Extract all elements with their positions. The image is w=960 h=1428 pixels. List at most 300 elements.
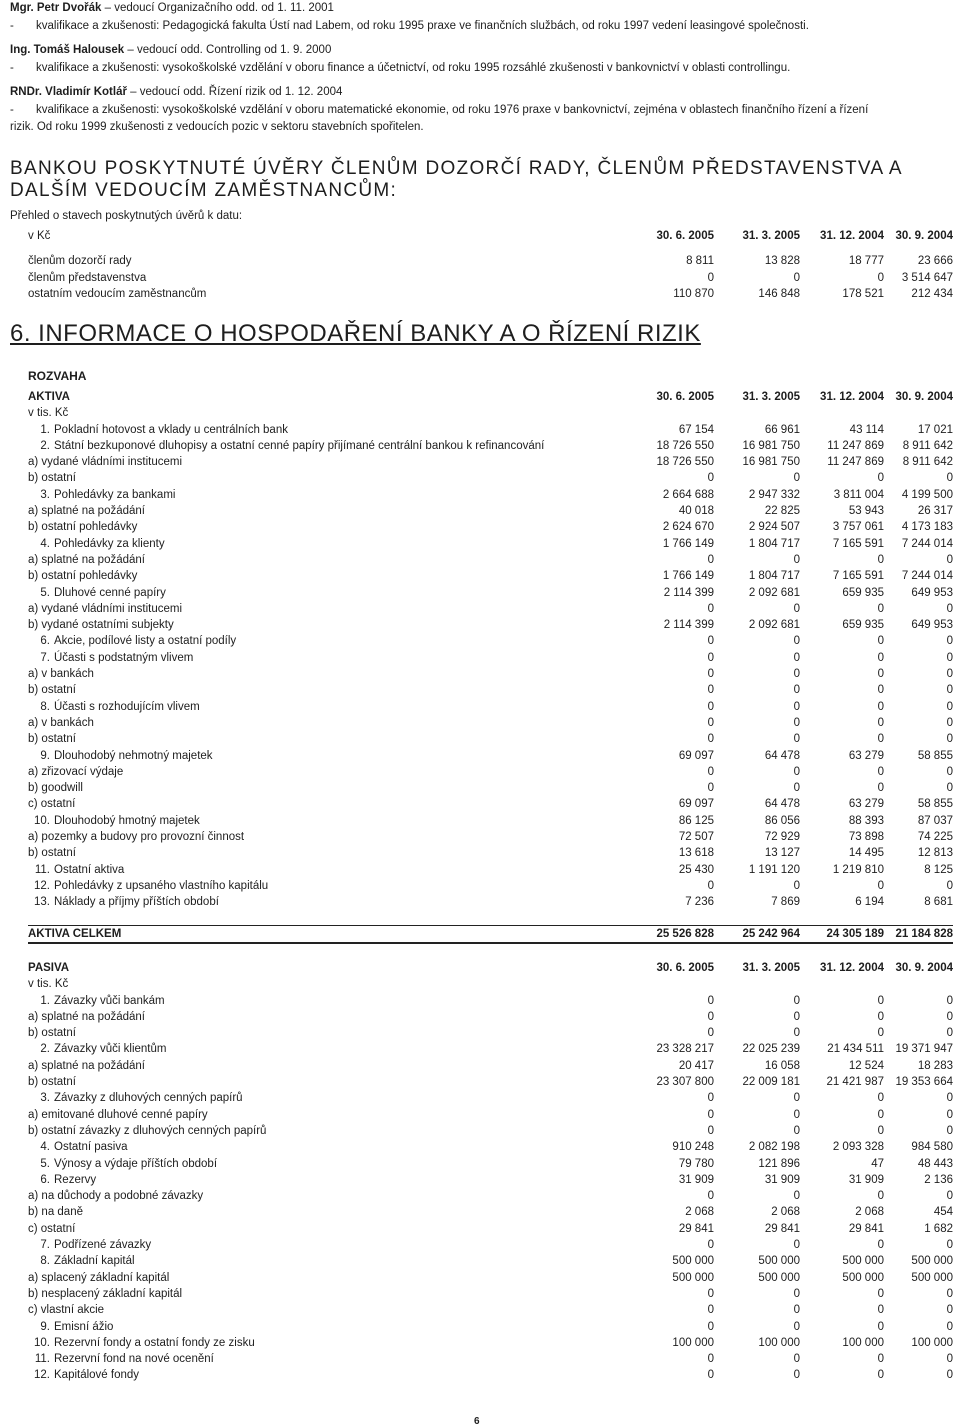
value-cell: 0 (877, 700, 884, 713)
row-label-text: Základní kapitál (54, 1255, 135, 1268)
value-cell: 2 068 (855, 1206, 884, 1219)
loans-intro: Přehled o stavech poskytnutých úvěrů k datu: (10, 210, 243, 222)
value-cell: 23 328 217 (656, 1043, 714, 1056)
value-cell: 910 248 (672, 1141, 714, 1154)
section-6-heading: 6. INFORMACE O HOSPODAŘENÍ BANKY A O ŘÍZENÍ RIZIK (10, 320, 701, 347)
value-cell: 0 (946, 1369, 953, 1382)
value-cell: 0 (707, 1027, 714, 1040)
row-label-text: Účasti s rozhodujícím vlivem (54, 700, 200, 713)
dash-marker: - (10, 61, 14, 74)
value-cell: 0 (707, 651, 714, 664)
value-cell: 500 000 (842, 1255, 884, 1268)
table-row (28, 780, 953, 796)
row-number: 12. (34, 879, 50, 892)
row-label: AKTIVA CELKEM (28, 925, 608, 943)
value-cell: 454 (933, 1206, 953, 1219)
row-label (28, 1172, 608, 1188)
value-cell: 3 514 647 (901, 271, 953, 284)
table-row (28, 1319, 953, 1335)
table-row (28, 1204, 953, 1220)
table-row (28, 715, 953, 731)
column-header-date: 31. 3. 2005 (742, 391, 800, 403)
table-row (28, 633, 953, 649)
row-label-text: b) goodwill (28, 782, 83, 795)
row-label-text: c) vlastní akcie (28, 1304, 105, 1317)
value-cell: 0 (707, 668, 714, 681)
table-row (28, 731, 953, 747)
row-label (28, 519, 608, 535)
value-cell: 0 (877, 472, 884, 485)
value-cell: 0 (793, 553, 800, 566)
value-cell: 2 947 332 (748, 488, 800, 501)
dash-marker: - (10, 103, 14, 116)
value-cell: 0 (877, 1369, 884, 1382)
value-cell: 0 (707, 1092, 714, 1105)
value-cell: 500 000 (672, 1255, 714, 1268)
value-cell: 0 (946, 1287, 953, 1300)
value-cell: 212 434 (911, 287, 953, 300)
row-label (28, 1123, 608, 1139)
row-label (28, 617, 608, 633)
value-cell: 86 125 (678, 814, 714, 827)
person-role: – vedoucí odd. Řízení rizik od 1. 12. 2004 (126, 86, 343, 98)
table-row (28, 253, 953, 269)
value-cell: 40 018 (678, 505, 714, 518)
table-row (28, 878, 953, 894)
value-cell: 16 981 750 (742, 439, 800, 452)
value-cell: 11 247 869 (827, 456, 884, 469)
value-cell: 72 929 (764, 831, 800, 844)
qualification-text: kvalifikace a zkušenosti: Pedagogická fakulta Ústí nad Labem, od roku 1995 praxe ve finančních službách, od roku 1997 vedení leasingové společnosti. (36, 19, 809, 32)
value-cell: 0 (793, 271, 800, 284)
row-label-text: a) pozemky a budovy pro provozní činnost (28, 831, 245, 844)
value-cell: 21 421 987 (826, 1076, 884, 1089)
page-number: 6 (474, 1416, 480, 1427)
table-row (28, 1286, 953, 1302)
table-row (28, 1041, 953, 1057)
row-label-text: Závazky z dluhových cenných papírů (54, 1092, 243, 1105)
bio-dvorak (10, 0, 955, 18)
row-label (28, 633, 608, 649)
person-name: RNDr. Vladimír Kotlář (10, 86, 127, 98)
value-cell: 86 056 (764, 814, 800, 827)
value-cell: 14 495 (848, 847, 884, 860)
row-label-text: Emisní ážio (54, 1320, 114, 1333)
table-row (28, 617, 953, 633)
row-label (28, 601, 608, 617)
value-cell: 0 (793, 1320, 800, 1333)
value-cell: 69 097 (678, 798, 714, 811)
row-label (28, 1237, 608, 1253)
table-row (28, 1172, 953, 1188)
row-label-text: Ostatní aktiva (54, 863, 125, 876)
value-cell: 649 953 (911, 619, 953, 632)
value-cell: 19 371 947 (895, 1043, 953, 1056)
value-cell: 500 000 (911, 1271, 953, 1284)
table-row (28, 845, 953, 861)
value-cell: 8 911 642 (902, 439, 953, 452)
table-row (28, 1253, 953, 1269)
unit-row-text: v tis. Kč (28, 407, 69, 420)
value-cell: 0 (793, 1239, 800, 1252)
assets-table (28, 389, 953, 944)
column-header-date: 31. 12. 2004 (820, 230, 884, 242)
value-cell: 23 307 800 (656, 1076, 714, 1089)
row-label (28, 878, 608, 894)
value-cell: 26 317 (917, 505, 953, 518)
table-row (28, 764, 953, 780)
row-label-text: Rezervní fondy a ostatní fondy ze zisku (54, 1336, 255, 1349)
value-cell: 73 898 (848, 831, 884, 844)
value-cell: 0 (793, 668, 800, 681)
column-header-date: 31. 3. 2005 (742, 962, 800, 974)
value-cell: 0 (707, 271, 714, 284)
row-number: 6. (40, 1173, 50, 1186)
value-cell: 0 (793, 684, 800, 697)
value-cell: 0 (793, 765, 800, 778)
value-cell: 53 943 (848, 505, 884, 518)
management-bios (10, 0, 955, 137)
row-label (28, 438, 608, 454)
table-row (28, 1025, 953, 1041)
value-cell: 8 911 642 (902, 456, 953, 469)
table-row (28, 1237, 953, 1253)
value-cell: 0 (877, 1287, 884, 1300)
value-cell: 0 (946, 1353, 953, 1366)
table-row (28, 829, 953, 845)
value-cell: 2 092 681 (748, 586, 800, 599)
value-cell: 21 434 511 (827, 1043, 884, 1056)
row-label-text: Kapitálové fondy (54, 1369, 140, 1382)
value-cell: 47 (871, 1157, 884, 1170)
value-cell: 7 244 014 (901, 537, 953, 550)
value-cell: 13 828 (764, 255, 800, 268)
value-cell: 2 924 507 (748, 521, 800, 534)
value-cell: 178 521 (842, 287, 884, 300)
row-label (28, 796, 608, 812)
value-cell: 146 848 (758, 287, 800, 300)
row-label-text: a) emitované dluhové cenné papíry (28, 1108, 208, 1121)
value-cell: 100 000 (842, 1336, 884, 1349)
value-cell: 0 (946, 994, 953, 1007)
value-cell: 0 (946, 879, 953, 892)
qualification-text: kvalifikace a zkušenosti: vysokoškolské vzdělání v oboru matematické ekonomie, od roku 1976 praxe v bankovnictví, zejména v oblastech finančního řízení a řízení (36, 103, 869, 116)
value-cell: 18 726 550 (656, 456, 714, 469)
table-row (28, 286, 953, 302)
value-cell: 0 (793, 879, 800, 892)
row-label (28, 470, 608, 486)
value-cell: 0 (946, 668, 953, 681)
table-row (28, 1188, 953, 1204)
row-label-text: b) na daně (28, 1206, 83, 1219)
value-cell: 0 (877, 635, 884, 648)
value-cell: 8 811 (686, 255, 714, 268)
value-cell: 1 219 810 (832, 863, 884, 876)
row-label-text: a) vydané vládními institucemi (28, 456, 183, 469)
row-number: 7. (40, 1239, 50, 1252)
value-cell: 0 (877, 553, 884, 566)
table-row (28, 1009, 953, 1025)
table-row (28, 585, 953, 601)
value-cell: 8 125 (924, 863, 953, 876)
row-label-text: Dluhové cenné papíry (54, 586, 166, 599)
value-cell: 500 000 (758, 1255, 800, 1268)
value-cell: 22 009 181 (742, 1076, 800, 1089)
value-cell: 16 981 750 (742, 456, 800, 469)
value-cell: 0 (877, 1190, 884, 1203)
value-cell: 18 283 (917, 1059, 953, 1072)
row-number: 13. (34, 896, 50, 909)
value-cell: 2 068 (771, 1206, 800, 1219)
value-cell: 0 (793, 733, 800, 746)
value-cell: 3 757 061 (832, 521, 884, 534)
value-cell: 0 (877, 668, 884, 681)
row-label (28, 780, 608, 796)
bio-kotlar-qualification (10, 102, 955, 120)
row-label-text: Dlouhodobý nehmotný majetek (54, 749, 213, 762)
table-row (28, 487, 953, 503)
row-label (28, 862, 608, 878)
row-label (28, 699, 608, 715)
row-number: 1. (40, 423, 50, 436)
row-label-text: b) ostatní (28, 847, 76, 860)
row-label (28, 1270, 608, 1286)
value-cell: 31 909 (848, 1173, 884, 1186)
value-cell: 0 (946, 635, 953, 648)
bio-halousek-qualification (10, 60, 955, 78)
value-cell: 659 935 (842, 586, 884, 599)
table-row (28, 682, 953, 698)
row-number: 5. (40, 1157, 50, 1170)
row-label (28, 1319, 608, 1335)
value-cell: 2 114 399 (663, 586, 714, 599)
row-label-text: b) ostatní závazky z dluhových cenných papírů (28, 1124, 267, 1137)
value-cell: 2 082 198 (748, 1141, 800, 1154)
row-label-text: a) splatné na požádání (28, 505, 146, 518)
row-number: 8. (40, 700, 50, 713)
value-cell: 0 (707, 1353, 714, 1366)
table-row (28, 1335, 953, 1351)
row-label-text: Výnosy a výdaje příštích období (54, 1157, 218, 1170)
table-row (28, 470, 953, 486)
row-label-text: Pokladní hotovost a vklady u centrálních bank (54, 423, 288, 436)
value-cell: 0 (946, 716, 953, 729)
row-label (28, 682, 608, 698)
table-header-row (28, 228, 953, 244)
row-number: 9. (40, 749, 50, 762)
value-cell: 72 507 (678, 831, 714, 844)
row-label-text: a) splatné na požádání (28, 1059, 146, 1072)
row-label (28, 585, 608, 601)
value-cell: 0 (793, 1027, 800, 1040)
value-cell: 0 (707, 1190, 714, 1203)
value-cell: 0 (946, 1092, 953, 1105)
person-role: – vedoucí odd. Controlling od 1. 9. 2000 (124, 44, 332, 56)
value-cell: 0 (793, 1108, 800, 1121)
row-label (28, 731, 608, 747)
column-header-label: AKTIVA (28, 391, 70, 403)
row-label (28, 568, 608, 584)
value-cell: 0 (946, 1190, 953, 1203)
table-row (28, 519, 953, 535)
row-label-text: b) ostatní (28, 1076, 76, 1089)
row-number: 1. (40, 994, 50, 1007)
row-label (28, 487, 608, 503)
column-header-date: 30. 9. 2004 (895, 962, 953, 974)
row-label (28, 1139, 608, 1155)
value-cell: 63 279 (848, 798, 884, 811)
value-cell: 79 780 (678, 1157, 714, 1170)
value-cell: 0 (707, 994, 714, 1007)
table-row (28, 1270, 953, 1286)
value-cell: 0 (877, 684, 884, 697)
row-label (28, 454, 608, 470)
value-cell: 0 (946, 602, 953, 615)
row-label (28, 666, 608, 682)
column-header-date: 30. 9. 2004 (895, 391, 953, 403)
row-label (28, 1009, 608, 1025)
row-label (28, 536, 608, 552)
row-label-text: a) v bankách (28, 716, 94, 729)
table-row (28, 1074, 953, 1090)
value-cell: 0 (793, 1010, 800, 1023)
row-label (28, 715, 608, 731)
row-label (28, 1204, 608, 1220)
value-cell: 21 184 828 (884, 925, 953, 943)
row-label-text: Pohledávky za klienty (54, 537, 165, 550)
value-cell: 0 (877, 782, 884, 795)
row-label (28, 1074, 608, 1090)
row-label (28, 894, 608, 910)
row-label-text: Účasti s podstatným vlivem (54, 651, 194, 664)
value-cell: 67 154 (678, 423, 714, 436)
table-header-row (28, 960, 953, 976)
table-row (28, 1367, 953, 1383)
row-label (28, 829, 608, 845)
row-label-text: Podřízené závazky (54, 1239, 152, 1252)
row-label (28, 748, 608, 764)
loans-table (28, 228, 953, 302)
value-cell: 31 909 (764, 1173, 800, 1186)
value-cell: 63 279 (848, 749, 884, 762)
value-cell: 22 825 (764, 505, 800, 518)
column-header-date: 30. 6. 2005 (656, 230, 714, 242)
value-cell: 7 165 591 (832, 537, 884, 550)
person-name: Ing. Tomáš Halousek (10, 44, 125, 56)
value-cell: 1 804 717 (748, 570, 800, 583)
value-cell: 13 127 (764, 847, 800, 860)
value-cell: 17 021 (917, 423, 953, 436)
row-number: 3. (40, 1092, 50, 1105)
row-label (28, 1286, 608, 1302)
value-cell: 0 (877, 994, 884, 1007)
table-row (28, 748, 953, 764)
value-cell: 0 (946, 765, 953, 778)
table-row (28, 862, 953, 878)
row-label-text: Náklady a příjmy příštích období (54, 896, 219, 909)
table-row (28, 1139, 953, 1155)
column-header-date: 31. 12. 2004 (820, 962, 884, 974)
row-label (28, 1302, 608, 1318)
value-cell: 984 580 (911, 1141, 953, 1154)
row-label-text: Pohledávky za bankami (54, 488, 176, 501)
value-cell: 0 (877, 271, 884, 284)
value-cell: 0 (707, 782, 714, 795)
value-cell: 0 (877, 1010, 884, 1023)
value-cell: 500 000 (672, 1271, 714, 1284)
row-label (28, 422, 608, 438)
value-cell: 13 618 (678, 847, 714, 860)
spacer-cell (28, 244, 953, 253)
value-cell: 2 624 670 (662, 521, 714, 534)
value-cell: 0 (793, 782, 800, 795)
value-cell: 2 114 399 (663, 619, 714, 632)
table-row (28, 993, 953, 1009)
value-cell: 0 (946, 651, 953, 664)
row-number: 10. (34, 1336, 50, 1349)
spacer-row (28, 244, 953, 253)
value-cell: 0 (877, 716, 884, 729)
value-cell: 29 841 (678, 1222, 714, 1235)
assets-total-row (28, 925, 953, 943)
value-cell: 7 236 (685, 896, 714, 909)
value-cell: 0 (793, 716, 800, 729)
column-header-date: 31. 12. 2004 (820, 391, 884, 403)
value-cell: 0 (877, 1108, 884, 1121)
value-cell: 0 (877, 1239, 884, 1252)
value-cell: 0 (793, 1124, 800, 1137)
table-row (28, 666, 953, 682)
value-cell: 0 (877, 765, 884, 778)
value-cell: 3 811 004 (833, 488, 884, 501)
row-label (28, 1156, 608, 1172)
column-header-label: PASIVA (28, 962, 70, 974)
row-label-text: b) vydané ostatními subjekty (28, 619, 174, 632)
value-cell: 16 058 (764, 1059, 800, 1072)
row-label-text: c) ostatní (28, 1222, 76, 1235)
row-number: 3. (40, 488, 50, 501)
value-cell: 0 (707, 553, 714, 566)
unit-row (28, 405, 953, 421)
value-cell: 0 (707, 1369, 714, 1382)
row-number: 9. (40, 1320, 50, 1333)
value-cell: 0 (707, 716, 714, 729)
row-label-text: b) ostatní (28, 733, 76, 746)
row-label: ostatním vedoucím zaměstnancům (28, 287, 207, 300)
row-number: 2. (40, 1043, 50, 1056)
table-row (28, 1058, 953, 1074)
row-number: 2. (40, 439, 50, 452)
value-cell: 58 855 (917, 798, 953, 811)
value-cell: 87 037 (917, 814, 953, 827)
row-label-text: a) splatné na požádání (28, 1010, 146, 1023)
row-number: 4. (40, 537, 50, 550)
row-label (28, 552, 608, 568)
value-cell: 0 (707, 1108, 714, 1121)
column-header-date: 30. 6. 2005 (656, 962, 714, 974)
row-label (28, 764, 608, 780)
value-cell: 659 935 (842, 619, 884, 632)
value-cell: 0 (707, 765, 714, 778)
value-cell: 29 841 (848, 1222, 884, 1235)
value-cell: 100 000 (672, 1336, 714, 1349)
row-label-text: b) ostatní (28, 472, 76, 485)
value-cell: 0 (946, 782, 953, 795)
value-cell: 0 (946, 1304, 953, 1317)
value-cell: 0 (877, 1124, 884, 1137)
value-cell: 0 (877, 1353, 884, 1366)
value-cell: 0 (877, 1320, 884, 1333)
